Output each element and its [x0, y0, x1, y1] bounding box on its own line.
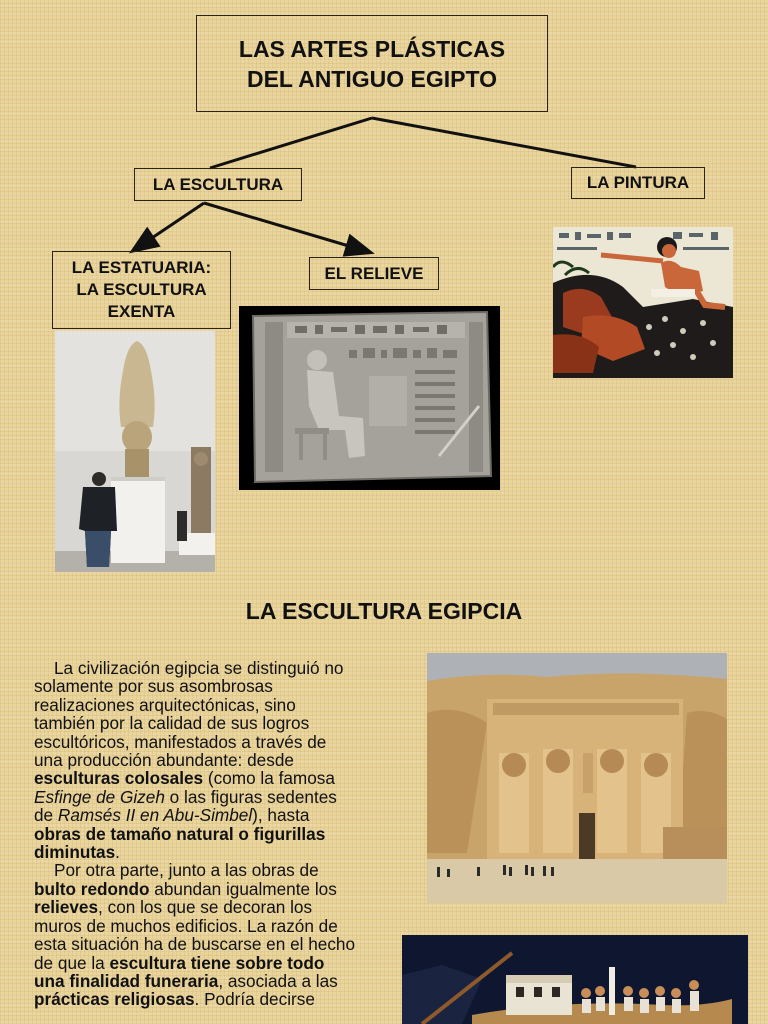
- p2-bold-1: bulto redondo: [34, 878, 150, 899]
- p1-italic-2: Ramsés II en Abu-Simbel: [57, 805, 253, 826]
- boat-model-photo: [402, 935, 748, 1024]
- diagram-title-line1: LAS ARTES PLÁSTICAS: [238, 35, 506, 62]
- estatuaria-label-line1: LA ESTATUARIA:: [71, 258, 212, 277]
- p2-bold-3: escultura tiene sobre todo una finalidad funeraria: [34, 952, 325, 991]
- p2-bold-4: prácticas religiosas: [34, 989, 195, 1010]
- p1-text-4: ), hasta: [252, 805, 310, 826]
- body-text: [34, 659, 356, 1009]
- abu-simbel-photo: [427, 653, 727, 903]
- p2-text-4: , asociada a las: [218, 970, 338, 991]
- p1-text-3: o las figuras sedentes de: [34, 786, 337, 826]
- p2-text-5: . Podría decirse: [194, 989, 315, 1010]
- p2-text-2: abundan igualmente los: [149, 878, 337, 899]
- diagram-title-line2: DEL ANTIGUO EGIPTO: [246, 65, 498, 92]
- escultura-label: LA ESCULTURA: [152, 174, 284, 194]
- estatuaria-label-line2: LA ESCULTURA: [76, 280, 207, 299]
- pintura-box: [571, 167, 705, 199]
- p1-text-2: (como la famosa: [203, 768, 335, 789]
- painting-image: [553, 227, 733, 378]
- statue-photo: [55, 331, 215, 572]
- section-title: LA ESCULTURA EGIPCIA: [245, 598, 523, 624]
- p1-bold-1: esculturas colosales: [34, 768, 204, 789]
- p2-text-3: , con los que se decoran los muros de muchos edificios. La razón de esta situación ha de buscarse en el hecho de que la: [34, 897, 356, 973]
- p1-italic-1: Esfinge de Gizeh: [34, 786, 165, 807]
- estatuaria-label-line3: EXENTA: [107, 302, 176, 321]
- paragraph-1: [34, 659, 356, 861]
- diagram-title-box: [196, 15, 548, 112]
- paragraph-2: [34, 861, 356, 1008]
- p2-bold-2: relieves: [34, 897, 99, 918]
- estatuaria-box: [52, 251, 231, 329]
- relief-image: [239, 306, 500, 490]
- relieve-box: [309, 257, 439, 290]
- p1-text-1: La civilización egipcia se distinguió no solamente por sus asombrosas realizaciones arquitectónicas, sino también por la calidad de sus logros escultóricos, manifestados a través de una producción abundante: desde: [34, 658, 344, 771]
- p2-text-1: Por otra parte, junto a las obras de: [54, 860, 319, 881]
- p1-text-5: .: [115, 842, 120, 863]
- escultura-box: [134, 168, 302, 201]
- p1-bold-2: obras de tamaño natural o figurillas diminutas: [34, 823, 326, 863]
- relieve-label: EL RELIEVE: [324, 263, 424, 283]
- pintura-label: LA PINTURA: [586, 173, 690, 192]
